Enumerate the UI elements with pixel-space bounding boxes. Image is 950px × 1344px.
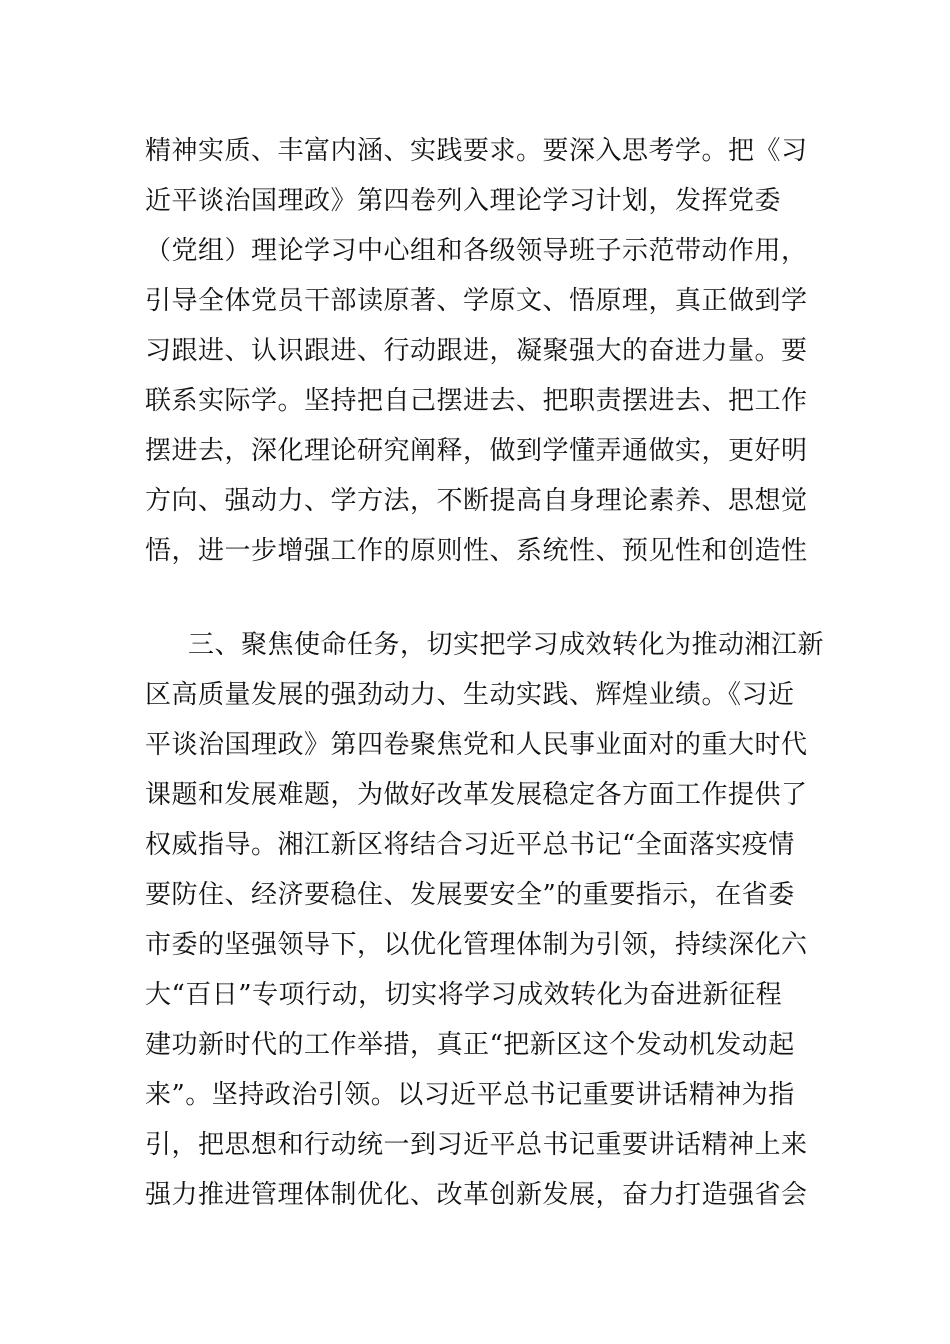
- text-line: 近平谈治国理政》第四卷列入理论学习计划，发挥党委: [145, 186, 782, 216]
- text-line: 市委的坚强领导下，以优化管理体制为引领，持续深化六: [145, 930, 808, 960]
- text-line: 悟，进一步增强工作的原则性、系统性、预见性和创造性: [145, 536, 808, 566]
- text-line: 课题和发展难题，为做好改革发展稳定各方面工作提供了: [145, 780, 808, 810]
- paragraph-heading-line: 三、聚焦使命任务，切实把学习成效转化为推动湘江新: [188, 630, 825, 660]
- text-line: 区高质量发展的强劲动力、生动实践、辉煌业绩。《习近: [145, 680, 795, 710]
- text-line: 习跟进、认识跟进、行动跟进，凝聚强大的奋进力量。要: [145, 336, 808, 366]
- text-line: 平谈治国理政》第四卷聚焦党和人民事业面对的重大时代: [145, 730, 808, 760]
- text-line: 方向、强动力、学方法，不断提高自身理论素养、思想觉: [145, 486, 808, 516]
- text-line: 权威指导。湘江新区将结合习近平总书记“全面落实疫情: [145, 830, 795, 860]
- text-line: 大“百日”专项行动，切实将学习成效转化为奋进新征程: [145, 980, 783, 1010]
- text-line: 要防住、经济要稳住、发展要安全”的重要指示，在省委: [145, 880, 795, 910]
- text-line: 引导全体党员干部读原著、学原文、悟原理，真正做到学: [145, 286, 808, 316]
- text-line: 联系实际学。坚持把自己摆进去、把职责摆进去、把工作: [145, 386, 808, 416]
- text-line: 摆进去，深化理论研究阐释，做到学懂弄通做实，更好明: [145, 436, 808, 466]
- text-line: 精神实质、丰富内涵、实践要求。要深入思考学。把《习: [145, 136, 808, 166]
- text-line: （党组）理论学习中心组和各级领导班子示范带动作用，: [145, 236, 808, 266]
- text-line: 引，把思想和行动统一到习近平总书记重要讲话精神上来: [145, 1130, 808, 1160]
- text-line: 来”。坚持政治引领。以习近平总书记重要讲话精神为指: [145, 1080, 795, 1110]
- text-line: 强力推进管理体制优化、改革创新发展，奋力打造强省会: [145, 1180, 808, 1210]
- text-line: 建功新时代的工作举措，真正“把新区这个发动机发动起: [145, 1030, 795, 1060]
